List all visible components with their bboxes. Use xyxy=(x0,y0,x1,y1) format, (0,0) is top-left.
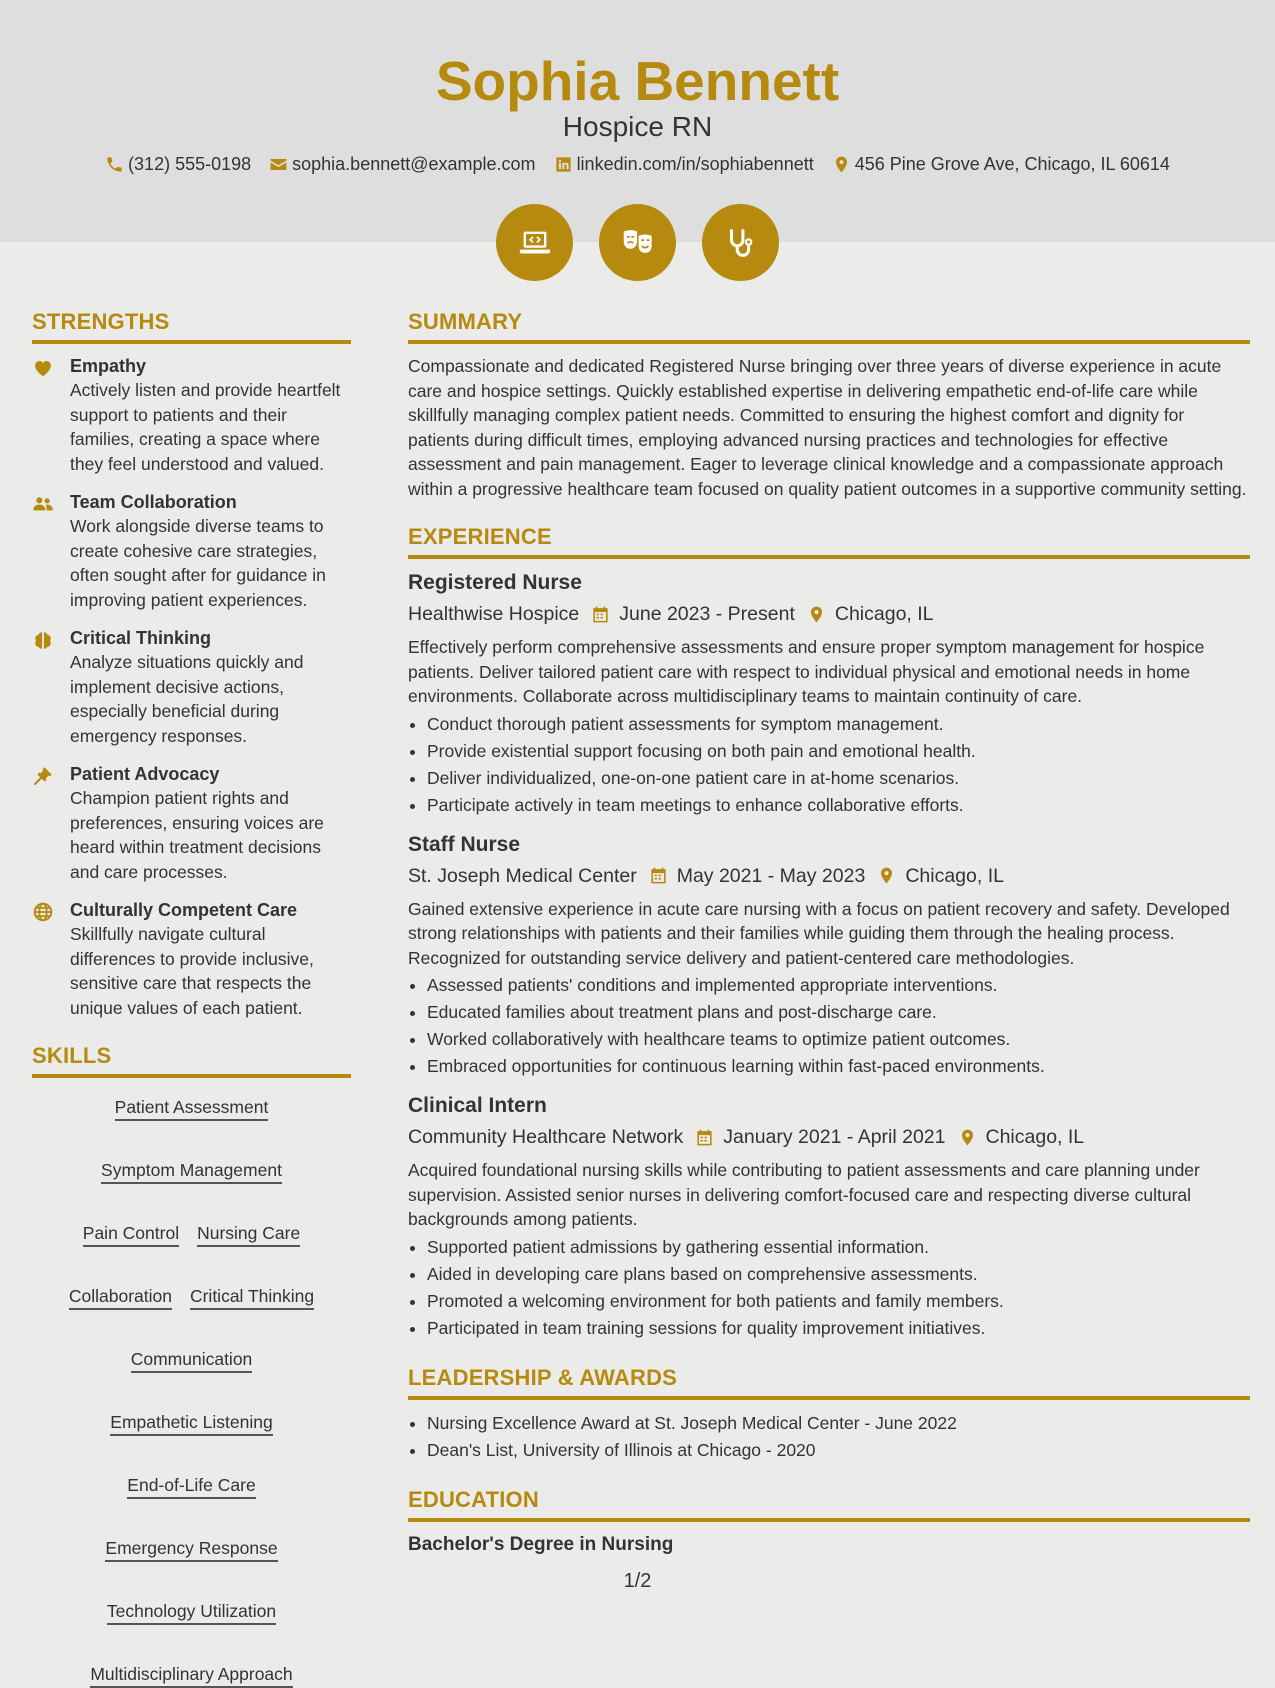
skill-tag: Nursing Care xyxy=(197,1222,300,1247)
job-bullet: • Participate actively in team meetings to enhance collaborative efforts. xyxy=(427,792,1250,819)
skill-tag: Communication xyxy=(131,1348,253,1373)
job-desc: Effectively perform comprehensive assessments and ensure proper symptom management for hospice patients. Deliver tailored patient care with respect to individual physical and emotional needs in home environments. Collaborate across multidisciplinary teams to maintain continuity of care. xyxy=(408,637,1205,706)
job-bullet: • Worked collaboratively with healthcare teams to optimize patient outcomes. xyxy=(427,1026,1250,1053)
job-bullets xyxy=(408,711,1250,819)
job-location: Chicago, IL xyxy=(834,603,934,625)
job-desc: Gained extensive experience in acute care nursing with a focus on patient recovery and safety. Developed strong relationships with patients and their families while guiding them through the healing process. Recognized for outstanding service delivery and patient-centered care methodologies. xyxy=(408,898,1230,968)
job-bullet: • Educated families about treatment plans and post-discharge care. xyxy=(427,999,1250,1026)
strength-item xyxy=(32,626,351,748)
contact-email[interactable] xyxy=(269,152,535,176)
job-title: Clinical Intern xyxy=(408,1094,547,1117)
strength-desc: Actively listen and provide heartfelt support to patients and their families, creating a space where they feel understood and valued. xyxy=(70,380,341,474)
skills-heading: SKILLS xyxy=(32,1042,351,1078)
laptop-code-icon xyxy=(516,224,554,262)
job-bullet: • Supported patient admissions by gathering essential information. xyxy=(427,1234,1250,1261)
experience-heading: EXPERIENCE xyxy=(408,523,1250,559)
job-bullet: • Provide existential support focusing on both pain and emotional health. xyxy=(427,738,1250,765)
strength-desc: Champion patient rights and preferences, ensuring voices are heard within treatment decisions and care processes. xyxy=(70,788,324,882)
job-title: Registered Nurse xyxy=(408,571,582,594)
map-marker-icon xyxy=(832,155,851,174)
contact-email-text: sophia.bennett@example.com xyxy=(292,154,536,174)
job-entry xyxy=(408,569,1250,819)
strength-item xyxy=(32,490,351,612)
skill-tag: End-of-Life Care xyxy=(127,1474,255,1499)
calendar-icon xyxy=(591,605,610,624)
job-dates: January 2021 - April 2021 xyxy=(723,1126,946,1148)
strength-title: Culturally Competent Care xyxy=(70,900,298,920)
skills-list xyxy=(32,1088,351,1688)
job-bullets xyxy=(408,1234,1250,1342)
badge-stethoscope xyxy=(702,204,779,281)
job-company: Healthwise Hospice xyxy=(408,603,580,625)
job-meta xyxy=(408,599,1250,629)
job-company: St. Joseph Medical Center xyxy=(408,864,637,887)
summary-text: Compassionate and dedicated Registered Nurse bringing over three years of diverse experience in acute care and hospice settings. Quickly established expertise in delivering empathetic end-of-life care while skillfully managing complex patient needs. Committed to ensuring the highest comfort and dignity for patients during difficult times, employing advanced nursing practices and technologies for effective assessment and pain management. Eager to leverage clinical knowledge and a compassionate approach within a progressive healthcare team focused on quality patient outcomes in a supportive community setting. xyxy=(408,356,1247,499)
strength-desc: Skillfully navigate cultural differences to provide inclusive, sensitive care that respects the unique values of each patient. xyxy=(70,924,314,1018)
stethoscope-icon xyxy=(722,224,760,262)
badge-laptop xyxy=(496,204,573,281)
award-item: • Nursing Excellence Award at St. Joseph Medical Center - June 2022 xyxy=(427,1410,1250,1437)
job-bullet: • Assessed patients' conditions and implemented appropriate interventions. xyxy=(427,972,1250,999)
strengths-heading: STRENGTHS xyxy=(32,308,351,344)
skill-tag: Collaboration xyxy=(69,1285,172,1310)
map-marker-icon xyxy=(958,1128,977,1147)
job-bullet: • Participated in team training sessions for quality improvement initiatives. xyxy=(427,1315,1250,1342)
skill-tag: Patient Assessment xyxy=(115,1096,269,1121)
main-content xyxy=(408,308,1250,1558)
job-dates: June 2023 - Present xyxy=(619,603,795,625)
strength-title: Empathy xyxy=(70,356,147,376)
job-location: Chicago, IL xyxy=(905,864,1004,887)
job-meta xyxy=(408,861,1250,891)
job-bullet: • Aided in developing care plans based on comprehensive assessments. xyxy=(427,1261,1250,1288)
contact-phone-text: (312) 555-0198 xyxy=(128,154,252,174)
strength-desc: Work alongside diverse teams to create cohesive care strategies, often sought after for guidance in improving patient experiences. xyxy=(70,516,326,610)
skill-tag: Multidisciplinary Approach xyxy=(90,1663,292,1688)
skill-tag: Symptom Management xyxy=(101,1159,282,1184)
job-bullet: • Promoted a welcoming environment for both patients and family members. xyxy=(427,1288,1250,1315)
job-bullet: • Deliver individualized, one-on-one patient care in at-home scenarios. xyxy=(427,765,1250,792)
heart-icon xyxy=(32,357,54,379)
candidate-title: Hospice RN xyxy=(562,111,713,142)
job-title: Staff Nurse xyxy=(408,832,521,856)
strength-title: Critical Thinking xyxy=(70,628,212,648)
awards-heading: LEADERSHIP & AWARDS xyxy=(408,1364,1250,1400)
skill-tag: Empathetic Listening xyxy=(110,1411,272,1436)
contact-linkedin[interactable] xyxy=(554,152,814,176)
award-item: • Dean's List, University of Illinois at Chicago - 2020 xyxy=(427,1437,1250,1464)
strength-item xyxy=(32,898,351,1020)
education-degree: Bachelor's Degree in Nursing xyxy=(408,1533,674,1555)
contact-address xyxy=(832,152,1170,176)
job-entry xyxy=(408,1092,1250,1342)
contact-linkedin-text: linkedin.com/in/sophiabennett xyxy=(576,154,814,174)
strength-title: Team Collaboration xyxy=(70,492,237,512)
skill-tag: Pain Control xyxy=(83,1222,179,1247)
envelope-icon xyxy=(269,155,288,174)
job-bullet: • Embraced opportunities for continuous learning within fast-paced environments. xyxy=(427,1053,1250,1080)
contact-bar xyxy=(0,152,1275,176)
map-marker-icon xyxy=(877,866,896,885)
candidate-name: Sophia Bennett xyxy=(435,50,840,112)
strength-item xyxy=(32,354,351,476)
strength-desc: Analyze situations quickly and implement decisive actions, especially beneficial during emergency responses. xyxy=(70,652,304,746)
awards-list xyxy=(408,1410,1250,1464)
job-company: Community Healthcare Network xyxy=(408,1126,684,1148)
users-icon xyxy=(32,493,54,515)
badge-row xyxy=(0,204,1275,281)
calendar-icon xyxy=(649,866,668,885)
job-meta xyxy=(408,1122,1250,1152)
job-bullet: • Conduct thorough patient assessments for symptom management. xyxy=(427,711,1250,738)
strength-title: Patient Advocacy xyxy=(70,764,220,784)
gavel-icon xyxy=(32,765,54,787)
linkedin-icon xyxy=(554,155,573,174)
contact-phone[interactable] xyxy=(105,152,251,176)
skill-tag: Technology Utilization xyxy=(107,1600,276,1625)
theater-masks-icon xyxy=(619,224,657,262)
brain-icon xyxy=(32,629,54,651)
job-entry xyxy=(408,831,1250,1081)
calendar-icon xyxy=(695,1128,714,1147)
skill-tag: Critical Thinking xyxy=(190,1285,314,1310)
phone-icon xyxy=(105,155,124,174)
contact-address-text: 456 Pine Grove Ave, Chicago, IL 60614 xyxy=(854,154,1170,174)
strength-item xyxy=(32,762,351,884)
map-marker-icon xyxy=(807,605,826,624)
summary-heading: SUMMARY xyxy=(408,308,1250,344)
job-dates: May 2021 - May 2023 xyxy=(676,864,866,887)
sidebar xyxy=(32,308,351,1688)
education-heading: EDUCATION xyxy=(408,1486,1250,1522)
job-desc: Acquired foundational nursing skills while contributing to patient assessments and care planning under supervision. Assisted senior nurses in delivering comfort-focused care and respecting diverse cultural backgrounds among patients. xyxy=(408,1160,1200,1229)
page-number: 1/2 xyxy=(623,1570,652,1592)
globe-icon xyxy=(32,901,54,923)
badge-masks xyxy=(599,204,676,281)
job-location: Chicago, IL xyxy=(985,1126,1085,1148)
job-bullets xyxy=(408,972,1250,1080)
skill-tag: Emergency Response xyxy=(105,1537,277,1562)
